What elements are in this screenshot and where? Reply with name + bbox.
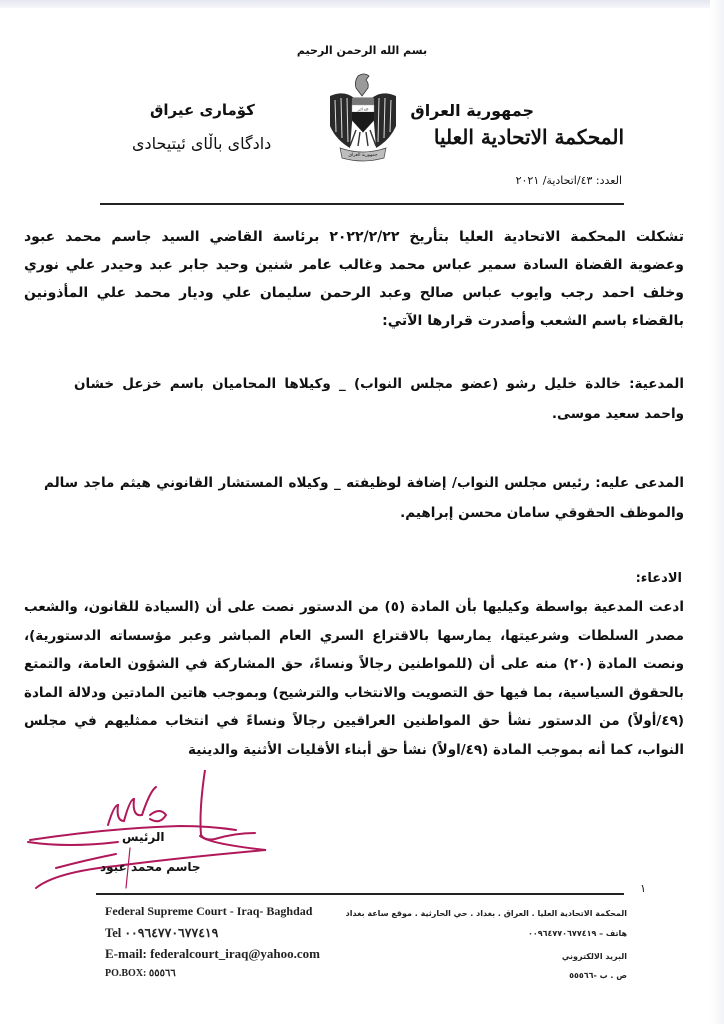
reference-number: العدد: ٤٣/اتحادية/ ٢٠٢١ bbox=[515, 174, 622, 187]
footer-divider bbox=[96, 893, 624, 895]
basmala: بسم الله الرحمن الرحيم bbox=[296, 44, 428, 57]
iraq-eagle-emblem-icon bbox=[322, 70, 404, 170]
header-divider bbox=[100, 203, 624, 205]
footer-court-name-english: Federal Supreme Court - Iraq- Baghdad bbox=[105, 904, 313, 918]
signatory-title: الرئيس bbox=[122, 830, 165, 844]
signatory-name: جاسم محمد عبود bbox=[100, 860, 201, 874]
country-name-kurdish: كۆمارى عيراق bbox=[150, 101, 255, 119]
footer-telephone-english: Tel ٠٠٩٦٤٧٧٠٦٧٧٤١٩ bbox=[105, 926, 219, 940]
defendant-paragraph: المدعى عليه: رئيس مجلس النواب/ إضافة لوظيفته _ وكيلاه المستشار القانوني هيثم ماجد سالم والموظف الحقوقي سامان محسن إبراهيم. bbox=[44, 475, 684, 521]
country-name-arabic: جمهورية العراق bbox=[410, 101, 534, 120]
page-number: ١ bbox=[640, 882, 646, 895]
court-name-kurdish: دادگاى باڵاى ئیتیحادى bbox=[132, 134, 272, 153]
court-formation-paragraph: تشكلت المحكمة الاتحادية العليا بتأريخ ٢٠٢٢/٢/٢٢ برئاسة القاضي السيد جاسم محمد عبود وعضوية القضاة السادة سمير عباس محمد وغالب عامر شنين وحيد جابر عبد وحيدر علي نوري وخلف احمد رجب وايوب عباس صالح وعبد الرحمن سليمان علي وديار محمد علي المأذونين بالقضاء باسم الشعب وأصدرت قرارها الآتي: bbox=[24, 229, 685, 329]
footer-address-arabic: المحكمة الاتحادية العليا . العراق . بغداد . حي الحارثية . موقع ساعة بغداد bbox=[345, 909, 627, 918]
court-name-arabic: المحكمة الاتحادية العليا bbox=[433, 125, 624, 149]
claim-heading: الادعاء: bbox=[635, 571, 682, 586]
scan-top-shadow bbox=[0, 0, 724, 8]
plaintiff-paragraph: المدعية: خالدة خليل رشو (عضو مجلس النواب) _ وكيلاها المحاميان باسم خزعل خشان واحمد سعيد موسى. bbox=[74, 376, 684, 422]
emblem-flag-text: الله أكبر bbox=[357, 107, 369, 112]
claim-paragraph: ادعت المدعية بواسطة وكيليها بأن المادة (٥) من الدستور نصت على أن (السيادة للقانون، والشعب مصدر السلطات وشرعيتها، يمارسها بالاقتراع السري العام المباشر وعبر مؤسساته الدستورية)، ونصت المادة (٢٠) منه على أن (للمواطنين رجالاً ونساءً، حق المشاركة في الشؤون العامة، والتمتع بالحقوق السياسية، بما فيها حق التصويت والانتخاب والترشيح) وبموجب هاتين المادتين ودلالة المادة (٤٩/أولاً) من الدستور نشأ حق المواطنين العراقيين رجالاً ونساءً في انتخاب ممثليهم في مجلس النواب، كما أنه بموجب المادة (٤٩/اولاً) نشأ حق أبناء الأقليات الأثنية والدينية bbox=[24, 599, 684, 758]
footer-email-english[interactable]: E-mail: federalcourt_iraq@yahoo.com bbox=[105, 946, 320, 961]
footer-pobox-english: PO.BOX: ٥٥٥٦٦ bbox=[105, 968, 176, 979]
footer-email-label-arabic: البريد الالكتروني bbox=[561, 952, 627, 961]
footer-telephone-arabic: هاتف – ٠٠٩٦٤٧٧٠٦٧٧٤١٩ bbox=[527, 929, 627, 938]
emblem-label: جمهورية العراق bbox=[348, 153, 378, 158]
footer-pobox-arabic: ص . ب -٥٥٥٦٦ bbox=[569, 971, 627, 980]
scan-right-shadow bbox=[710, 0, 724, 1024]
